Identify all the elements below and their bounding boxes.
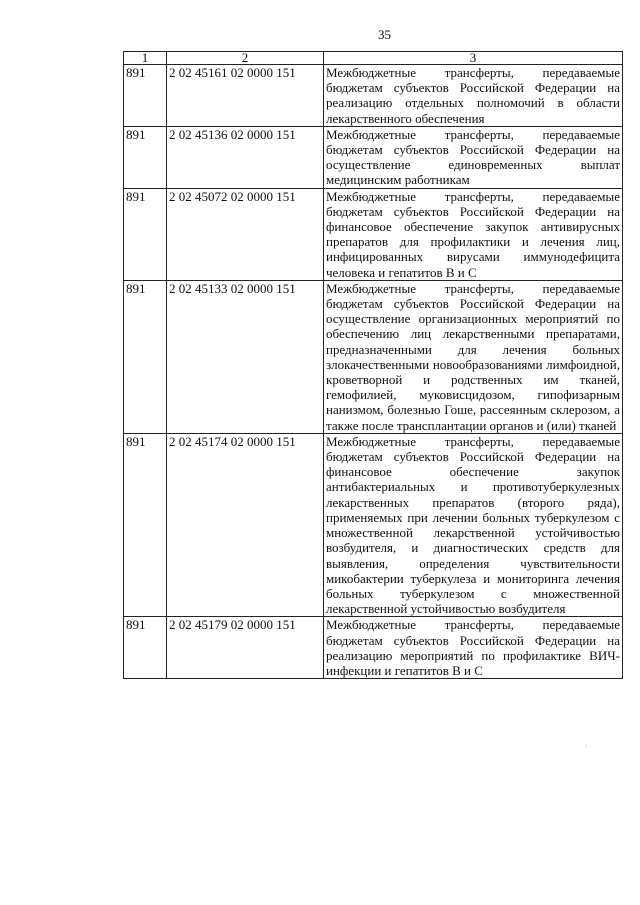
admin-code-cell: 891	[124, 433, 167, 616]
description-cell: Межбюджетные трансферты, передаваемые бюджетам субъектов Российской Федерации на финансовое обеспечение закупок антивирусных препаратов для профилактики и лечения лиц, инфицированных вирусами иммунодефицита человека и гепатитов В и С	[324, 188, 623, 280]
revenue-code-cell: 2 02 45136 02 0000 151	[167, 126, 324, 188]
page-number: 35	[378, 27, 391, 42]
description-cell: Межбюджетные трансферты, передаваемые бюджетам субъектов Российской Федерации на финансовое обеспечение закупок антибактериальных и противотуберкулезных лекарственных препаратов (второго ряда), применяемых при лечении больных туберкулезом с множественной лекарственной устойчивостью возбудителя, и диагностических средств для выявления, определения чувствительности микобактерии туберкулеза и мониторинга лечения больных туберкулезом с множественной лекарственной устойчивостью возбудителя	[324, 433, 623, 616]
revenue-code-cell: 2 02 45133 02 0000 151	[167, 280, 324, 433]
table-row	[124, 126, 623, 188]
budget-classification-table	[123, 51, 623, 679]
description-cell: Межбюджетные трансферты, передаваемые бюджетам субъектов Российской Федерации на осуществление единовременных выплат медицинским работникам	[324, 126, 623, 188]
table-row	[124, 617, 623, 679]
description-cell: Межбюджетные трансферты, передаваемые бюджетам субъектов Российской Федерации на реализацию отдельных полномочий в области лекарственного обеспечения	[324, 65, 623, 127]
scan-speck: ·	[585, 742, 588, 751]
admin-code-cell: 891	[124, 280, 167, 433]
admin-code-cell: 891	[124, 617, 167, 679]
revenue-code-cell: 2 02 45179 02 0000 151	[167, 617, 324, 679]
admin-code-cell: 891	[124, 188, 167, 280]
table-header-row	[124, 52, 623, 65]
table-row	[124, 280, 623, 433]
revenue-code-cell: 2 02 45161 02 0000 151	[167, 65, 324, 127]
column-header-1: 1	[124, 52, 167, 65]
revenue-code-cell: 2 02 45072 02 0000 151	[167, 188, 324, 280]
table-row	[124, 65, 623, 127]
description-cell: Межбюджетные трансферты, передаваемые бюджетам субъектов Российской Федерации на реализацию мероприятий по профилактике ВИЧ-инфекции и гепатитов В и С	[324, 617, 623, 679]
description-cell: Межбюджетные трансферты, передаваемые бюджетам субъектов Российской Федерации на осуществление организационных мероприятий по обеспечению лиц лекарственными препаратами, предназначенными для лечения больных злокачественными новообразованиями лимфоидной, кроветворной и родственных им тканей, гемофилией, муковисцидозом, гипофизарным нанизмом, болезнью Гоше, рассеянным склерозом, а также после трансплантации органов и (или) тканей	[324, 280, 623, 433]
column-header-3: 3	[324, 52, 623, 65]
table-row	[124, 433, 623, 616]
admin-code-cell: 891	[124, 126, 167, 188]
column-header-2: 2	[167, 52, 324, 65]
admin-code-cell: 891	[124, 65, 167, 127]
table-row	[124, 188, 623, 280]
revenue-code-cell: 2 02 45174 02 0000 151	[167, 433, 324, 616]
